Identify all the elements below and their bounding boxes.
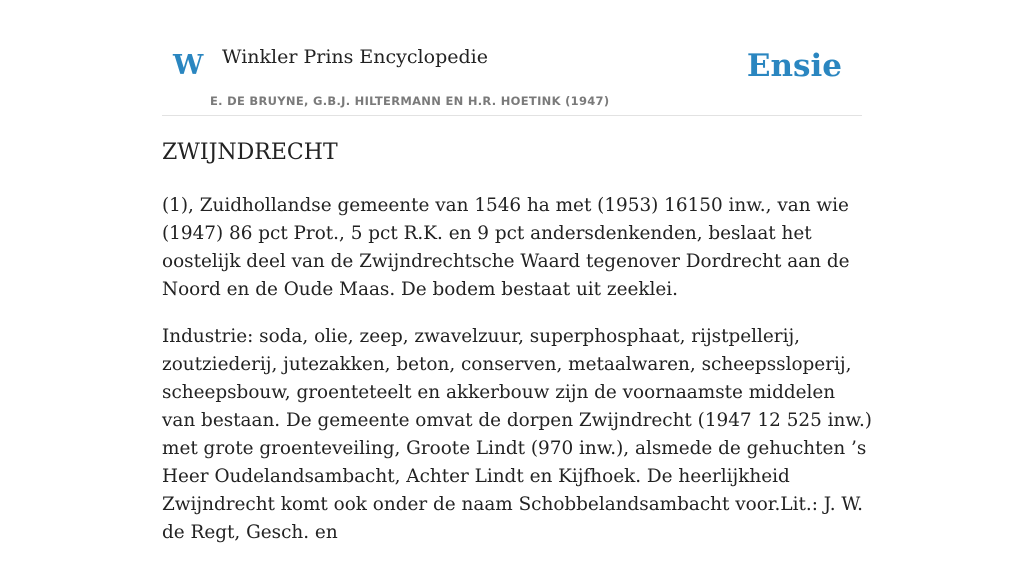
winkler-prins-logo-icon[interactable]: W [173, 50, 204, 81]
entry-headword: ZWIJNDRECHT [162, 140, 338, 165]
header [162, 36, 862, 116]
entry-paragraph: Industrie: soda, olie, zeep, zwavelzuur, superphosphaat, rijstpellerij, zoutziederij, jutezakken, beton, conserven, metaalwaren, scheepssloperij, scheepsbouw, groenteteelt en akkerbouw zijn de voornaamste middelen van bestaan. De gemeente omvat de dorpen Zwijndrecht (1947 12 525 inw.) met grote groenteveiling, Groote Lindt (970 inw.), alsmede de gehuchten ’s Heer Oudelandsambacht, Achter Lindt en Kijfhoek. De heerlijkheid Zwijndrecht komt ook onder de naam Schobbelandsambacht voor.Lit.: J. W. de Regt, Gesch. en [162, 326, 872, 543]
encyclopedia-authors: E. DE BRUYNE, G.B.J. HILTERMANN EN H.R. HOETINK (1947) [210, 94, 610, 108]
ensie-logo[interactable]: Ensie [746, 48, 842, 84]
encyclopedia-title[interactable]: Winkler Prins Encyclopedie [222, 46, 488, 68]
entry-paragraph: (1), Zuidhollandse gemeente van 1546 ha met (1953) 16150 inw., van wie (1947) 86 pct Prot., 5 pct R.K. en 9 pct andersdenkenden, beslaat het oostelijk deel van de Zwijndrechtsche Waard tegenover Dordrecht aan de Noord en de Oude Maas. De bodem bestaat uit zeeklei. [162, 195, 850, 300]
entry-body [162, 192, 872, 566]
